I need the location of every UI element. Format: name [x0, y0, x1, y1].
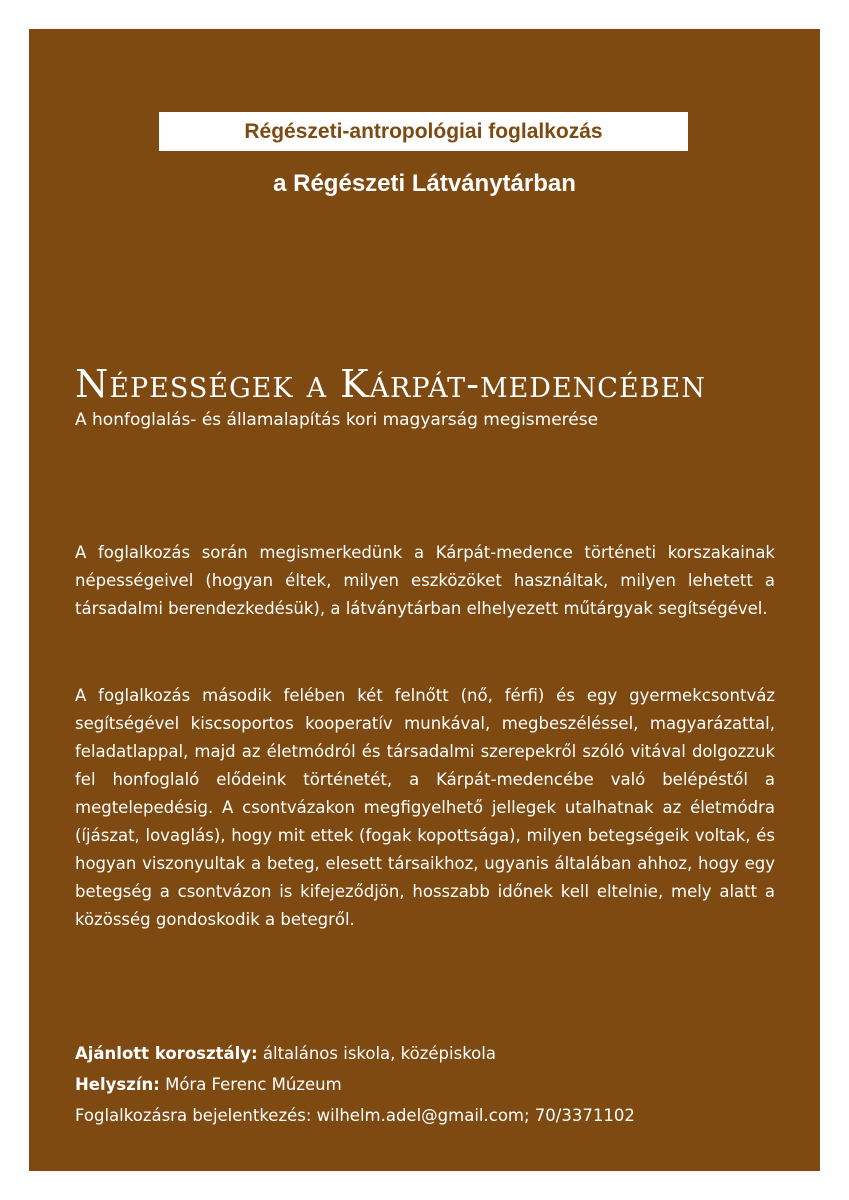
main-title: Népességek a Kárpát-medencében: [75, 362, 706, 406]
info-age: [75, 1044, 496, 1063]
main-subtitle: A honfoglalás- és államalapítás kori magyarság megismerése: [75, 410, 599, 430]
info-age-value: általános iskola, középiskola: [257, 1044, 496, 1063]
header-title: Régészeti-antropológiai foglalkozás: [244, 119, 603, 143]
header-title-box: [159, 112, 688, 151]
header-subtitle: a Régészeti Látványtárban: [273, 170, 576, 197]
info-location-value: Móra Ferenc Múzeum: [159, 1075, 342, 1094]
body-paragraph-1: A foglalkozás során megismerkedünk a Kárpát-medence történeti korszakainak népességeivel (hogyan éltek, milyen eszközöket használtak, milyen lehetett a társadalmi berendezkedésük), a látványtárban elhelyezett műtárgyak segítségével.: [75, 543, 775, 618]
info-age-label: Ajánlott korosztály:: [75, 1044, 258, 1063]
info-registration: Foglalkozásra bejelentkezés: wilhelm.adel@gmail.com; 70/3371102: [75, 1106, 635, 1125]
info-location: [75, 1075, 342, 1094]
body-paragraph-2: A foglalkozás második felében két felnőtt (nő, férfi) és egy gyermekcsontváz segítségével kiscsoportos kooperatív munkával, megbeszéléssel, magyarázattal, feladatlappal, majd az életmódról és társadalmi szerepekről szóló vitával dolgozzuk fel honfoglaló elődeink történetét, a Kárpát-medencébe való belépéstől a megtelepedésig. A csontvázakon megfigyelhető jellegek utalhatnak az életmódra (íjászat, lovaglás), hogy mit ettek (fogak kopottsága), milyen betegségeik voltak, és hogyan viszonyultak a beteg, elesett társaikhoz, ugyanis általában ahhoz, hogy egy betegség a csontvázon is kifejeződjön, hosszabb időnek kell eltelnie, mely alatt a közösség gondoskodik a betegről.: [75, 686, 775, 929]
poster-panel: [29, 29, 820, 1171]
info-location-label: Helyszín:: [75, 1075, 160, 1094]
